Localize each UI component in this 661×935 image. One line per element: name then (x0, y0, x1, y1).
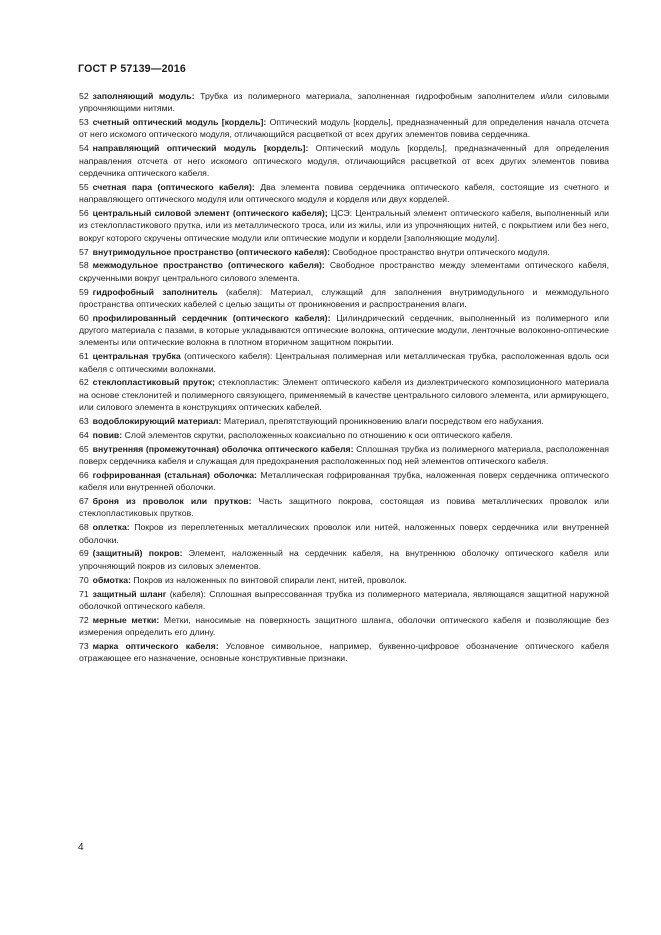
entry-number: 60 (79, 312, 89, 323)
definition-entry (79, 312, 609, 349)
entry-term: (защитный) покров: (92, 548, 183, 559)
definition-entry (79, 547, 609, 572)
definition-entry (79, 259, 609, 284)
definition-entry (79, 640, 609, 665)
entry-term: гофрированная (стальная) оболочка: (92, 469, 257, 480)
entry-number: 70 (79, 574, 89, 585)
entry-definition: Трубка из полимерного материала, заполненная гидрофобным заполнителем и/или силовыми упрочняющими нитями. (79, 91, 610, 114)
definition-entry (79, 90, 609, 115)
entry-definition: Материал, препятствующий проникновению влаги посредством его набухания. (223, 415, 544, 426)
entry-term: внутренняя (промежуточная) оболочка оптического кабеля: (92, 443, 354, 454)
entry-number: 66 (79, 469, 89, 480)
definitions-list (79, 90, 609, 666)
entry-definition: Цилиндрический сердечник, выполненный из полимерного или другого материала с пазами, в которые укладываются оптические волокна, оптические модули, ленточные волоконно-оптические элементы или оптические волокна в плотном вторичном защитном покрытии. (79, 312, 609, 348)
entry-definition: Условное символьное, например, буквенно-цифровое обозначение оптического кабеля отражающее его назначение, основные конструктивные признаки. (79, 640, 609, 664)
document-header: ГОСТ Р 57139—2016 (78, 63, 186, 75)
entry-term: внутримодульное пространство (оптического кабеля): (92, 246, 330, 257)
entry-definition: Метки, наносимые на поверхность защитного шланга, оболочки оптического кабеля и позволяющие без измерения определить его длину. (79, 614, 609, 638)
entry-definition: Свободное пространство между элементами оптического кабеля, скрученными вокруг центрального силового элемента. (79, 260, 610, 283)
entry-term: броня из проволок или прутков: (92, 496, 252, 507)
entry-number: 71 (79, 588, 89, 599)
entry-definition: стеклопластик: Элемент оптического кабеля из диэлектрического композиционного материала на основе стеклонитей и полимерного связующего, применяемый в качестве центрального силового элемента, или армирующего, или силового элемента в конструкциях оптических кабелей. (79, 377, 609, 413)
entry-term: счетная пара (оптического кабеля): (92, 181, 255, 192)
entry-term: направляющий оптический модуль [кордель]: (92, 143, 309, 154)
entry-term: центральная трубка (92, 351, 181, 362)
entry-number: 65 (79, 443, 89, 454)
entry-number: 68 (79, 522, 89, 533)
entry-number: 62 (79, 377, 89, 388)
entry-term: стеклопластиковый пруток; (92, 377, 215, 388)
entry-number: 57 (79, 246, 89, 257)
entry-term: межмодульное пространство (оптического кабеля): (92, 260, 325, 271)
definition-entry (79, 574, 609, 586)
entry-number: 63 (79, 415, 89, 426)
entry-definition: Свободное пространство внутри оптического модуля. (332, 246, 550, 257)
entry-definition: Покров из переплетенных металлических проволок или нитей, наложенных поверх сердечника или внутренней оболочки. (79, 522, 609, 545)
definition-entry (79, 142, 609, 179)
entry-definition: Элемент, наложенный на сердечник кабеля, на внутреннюю оболочку оптического кабеля или упрочняющий покров из силовых элементов. (79, 548, 609, 571)
entry-term: обмотка: (92, 574, 131, 585)
definition-entry (79, 588, 609, 613)
entry-number: 52 (79, 91, 89, 101)
entry-number: 56 (79, 208, 89, 219)
entry-number: 73 (79, 640, 89, 651)
entry-number: 64 (79, 429, 89, 440)
entry-definition: Оптический модуль [кордель], предназначенный для определения начала отсчета от него искомого оптического модуля, отличающийся расцветкой от всех других элементов повива сердечника. (79, 117, 609, 140)
entry-term: защитный шланг (92, 588, 167, 599)
definition-entry (79, 376, 609, 413)
entry-term: профилированный сердечник (оптического кабеля): (92, 312, 331, 323)
definition-entry (79, 443, 609, 468)
page-number: 4 (78, 842, 84, 853)
definition-entry (79, 246, 609, 258)
entry-definition: Покров из наложенных по винтовой спирали лент, нитей, проволок. (133, 574, 407, 585)
entry-term: гидрофобный заполнитель (92, 286, 218, 297)
definition-entry (79, 495, 609, 520)
entry-definition: (кабеля): Сплошная выпрессованная трубка из полимерного материала, являющаяся защитной наружной оболочкой оптического кабеля. (79, 588, 609, 611)
entry-number: 67 (79, 496, 89, 507)
entry-definition: Сплошная трубка из полимерного материала, расположенная поверх сердечника кабеля и служащая для предохранения расположенных под ней элементов оптического кабеля. (79, 443, 609, 467)
entry-term: водоблокирующий материал: (92, 415, 222, 426)
entry-term: заполняющий модуль: (92, 91, 195, 101)
entry-definition: Металлическая гофрированная трубка, наложенная поверх сердечника оптического кабеля или внутренней оболочки. (79, 469, 609, 493)
entry-number: 54 (79, 143, 89, 154)
entry-definition: ЦСЭ: Центральный элемент оптического кабеля, выполненный или из стеклопластикового прутка, или из металлического троса, или из жилы, или из упрочняющих нитей, с покрытием или без него, вокруг которого скручены оптические модули или оптические модули и кордели [заполняющие модули]. (79, 208, 610, 243)
entry-number: 58 (79, 260, 89, 271)
entry-term: центральный силовой элемент (оптического кабеля); (92, 208, 328, 219)
entry-number: 61 (79, 351, 89, 362)
entry-number: 55 (79, 181, 89, 192)
entry-definition: Часть защитного покрова, состоящая из повива металлических проволок или стеклопластиковых прутков. (79, 496, 609, 519)
entry-number: 69 (79, 548, 89, 559)
definition-entry (79, 207, 609, 244)
definition-entry (79, 415, 609, 427)
entry-definition: Оптический модуль [кордель], предназначенный для определения направления отсчета от него искомого оптического модуля, отличающийся расцветкой от всех других элементов повива сердечника оптического кабеля. (79, 143, 609, 178)
definition-entry (79, 429, 609, 441)
definition-entry (79, 116, 609, 141)
entry-term: счетный оптический модуль [кордель]: (92, 117, 267, 128)
entry-term: мерные метки: (92, 614, 160, 625)
entry-term: марка оптического кабеля: (92, 640, 219, 651)
entry-definition: (оптического кабеля): Центральная полимерная или металлическая трубка, расположенная вдоль оси кабеля с оптическими волокнами. (79, 351, 609, 374)
entry-definition: Два элемента повива сердечника оптического кабеля, состоящие из счетного и направляющего оптического модуля или оптического модуля и корделя или двух корделей. (79, 181, 609, 205)
entry-number: 72 (79, 614, 89, 625)
definition-entry (79, 350, 609, 375)
definition-entry (79, 181, 609, 206)
entry-term: оплетка: (92, 522, 130, 533)
definition-entry (79, 286, 609, 311)
definition-entry (79, 469, 609, 494)
entry-term: повив: (92, 429, 123, 440)
definition-entry (79, 521, 609, 546)
entry-number: 59 (79, 286, 89, 297)
entry-definition: (кабеля): Материал, служащий для заполнения внутримодульного и межмодульного пространства оптических кабелей с целью защиты от проникновения и распространения влаги. (79, 286, 610, 309)
entry-number: 53 (79, 117, 89, 128)
entry-definition: Слой элементов скрутки, расположенных коаксиально по отношению к оси оптического кабеля. (124, 429, 513, 440)
definition-entry (79, 614, 609, 639)
